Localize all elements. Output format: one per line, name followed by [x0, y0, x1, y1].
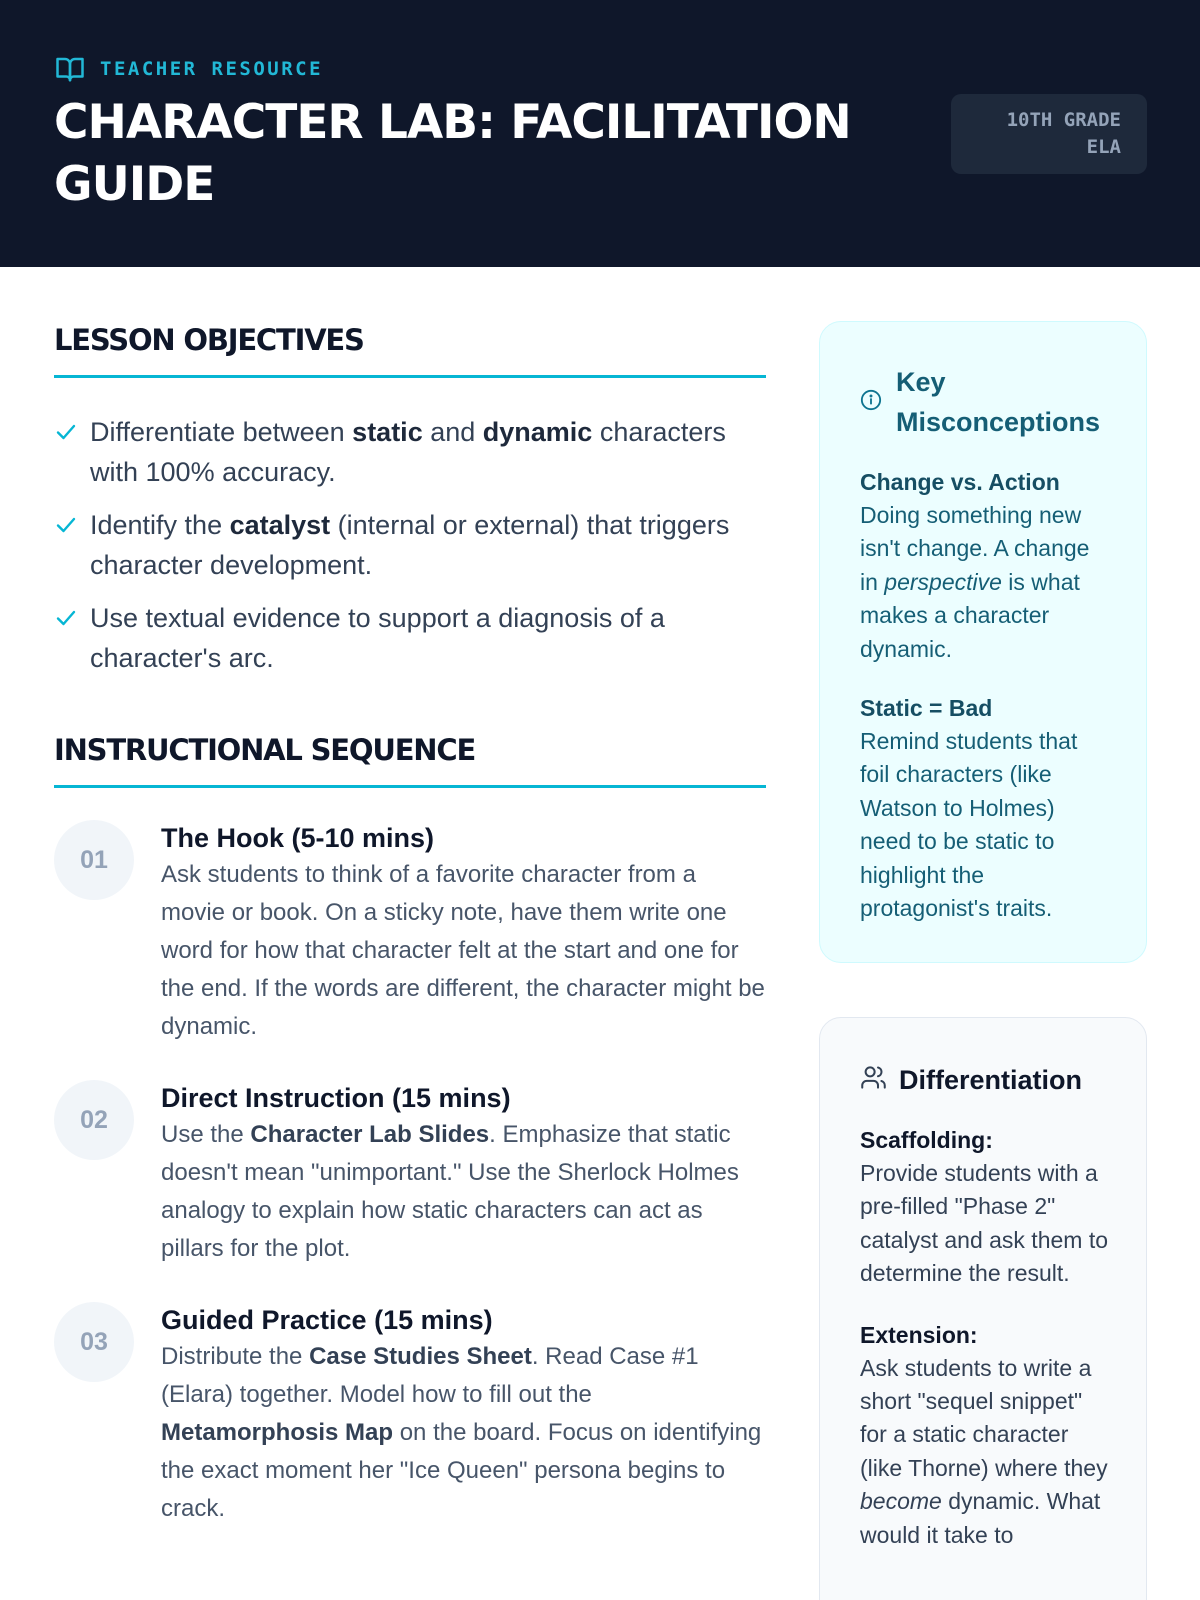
users-icon — [860, 1064, 887, 1096]
card-block-label: Extension: — [860, 1321, 978, 1348]
card-block — [860, 466, 1108, 666]
objectives-heading: LESSON OBJECTIVES — [54, 323, 766, 378]
misconceptions-card — [819, 321, 1147, 963]
body-text: Doing something new isn't change. A change in — [860, 502, 1090, 595]
card-block-text — [860, 499, 1108, 666]
sequence-heading: INSTRUCTIONAL SEQUENCE — [54, 733, 766, 788]
sequence-steps — [54, 820, 766, 1528]
objective-text — [90, 505, 766, 585]
step-description — [161, 1116, 766, 1268]
card-block — [860, 1319, 1108, 1552]
step-title: Direct Instruction (15 mins) — [161, 1083, 511, 1113]
body-text: dynamic. What would it take to — [860, 1488, 1101, 1548]
grade-badge — [951, 94, 1147, 174]
body-text: Use the — [161, 1121, 251, 1148]
body-text: Provide students with a pre-filled "Phase 2" catalyst and ask them to determine the result. — [860, 1160, 1109, 1287]
body-text: Identify the — [90, 510, 230, 540]
card-block-text — [860, 1157, 1108, 1291]
body-text: . Emphasize that static doesn't mean "unimportant." Use the Sherlock Holmes analogy to explain how static characters can act as pillars for the plot. — [161, 1121, 739, 1262]
grade-badge-line1: 10TH GRADE — [1006, 109, 1121, 131]
sequence-step — [54, 820, 766, 1046]
differentiation-blocks — [860, 1124, 1108, 1552]
step-description — [161, 1338, 766, 1528]
book-open-icon — [54, 54, 86, 84]
misconceptions-blocks — [860, 466, 1108, 925]
check-icon — [54, 513, 78, 537]
sequence-step — [54, 1302, 766, 1528]
emphasis-text: Case Studies Sheet — [309, 1343, 532, 1370]
step-number-badge: 02 — [54, 1080, 134, 1160]
body-text: and — [422, 417, 483, 447]
emphasis-text: Character Lab Slides — [250, 1121, 490, 1148]
step-description — [161, 856, 766, 1046]
card-block-text — [860, 1352, 1108, 1552]
card-block — [860, 1124, 1108, 1291]
body-text: Differentiate between — [90, 417, 353, 447]
body-text: Remind students that foil characters (like Watson to Holmes) need to be static to highlight the protagonist's traits. — [860, 728, 1078, 922]
card-block-label: Change vs. Action — [860, 469, 1060, 495]
body-text: Ask students to think of a favorite character from a movie or book. On a sticky note, have them write one word for how that character felt at the start and one for the end. If the words are different, the character might be dynamic. — [161, 861, 765, 1040]
emphasis-text: Metamorphosis Map — [161, 1419, 394, 1446]
body-text: on the board. Focus on identifying the exact moment her "Ice Queen" persona begins to crack. — [161, 1419, 762, 1522]
objective-text — [90, 412, 766, 492]
info-circle-icon — [860, 389, 882, 416]
misconceptions-header — [860, 362, 1108, 442]
sequence-step — [54, 1080, 766, 1268]
emphasis-text: static — [352, 417, 423, 447]
step-title: The Hook (5-10 mins) — [161, 823, 435, 853]
emphasis-text: dynamic — [482, 417, 593, 447]
body-text: . Read Case #1 (Elara) together. Model how to fill out the — [161, 1343, 699, 1408]
objective-text — [90, 598, 766, 678]
emphasis-text: become — [860, 1488, 942, 1515]
card-block-label: Scaffolding: — [860, 1127, 993, 1153]
misconceptions-title: Key Misconceptions — [896, 367, 1101, 437]
card-block-text — [860, 725, 1108, 925]
objective-item — [54, 598, 766, 678]
differentiation-card — [819, 1017, 1147, 1600]
step-number-badge: 03 — [54, 1302, 134, 1382]
step-title: Guided Practice (15 mins) — [161, 1305, 493, 1335]
page-title: CHARACTER LAB: FACILITATION GUIDE — [54, 95, 851, 212]
check-icon — [54, 420, 78, 444]
objective-item — [54, 505, 766, 585]
check-icon — [54, 606, 78, 630]
step-number-badge: 01 — [54, 820, 134, 900]
card-block — [860, 692, 1108, 925]
body-text: Use textual evidence to support a diagnosis of a character's arc. — [90, 603, 665, 673]
differentiation-header — [860, 1060, 1108, 1100]
body-text: Distribute the — [161, 1343, 310, 1370]
resource-kicker — [54, 54, 323, 84]
body-text: is what makes a character dynamic. — [860, 568, 1080, 662]
differentiation-title: Differentiation — [899, 1065, 1083, 1095]
page-header — [0, 0, 1200, 267]
grade-badge-line2: ELA — [1086, 136, 1121, 158]
body-text: (internal or external) that triggers character development. — [90, 510, 730, 580]
objective-item — [54, 412, 766, 492]
body-text: Ask students to write a short "sequel snippet" for a static character (like Thorne) where they — [860, 1354, 1108, 1481]
body-text: characters with 100% accuracy. — [90, 417, 726, 487]
emphasis-text: perspective — [884, 568, 1002, 595]
kicker-label: TEACHER RESOURCE — [100, 58, 324, 80]
card-block-label: Static = Bad — [860, 695, 993, 722]
emphasis-text: catalyst — [229, 510, 331, 540]
objectives-list — [54, 412, 766, 691]
